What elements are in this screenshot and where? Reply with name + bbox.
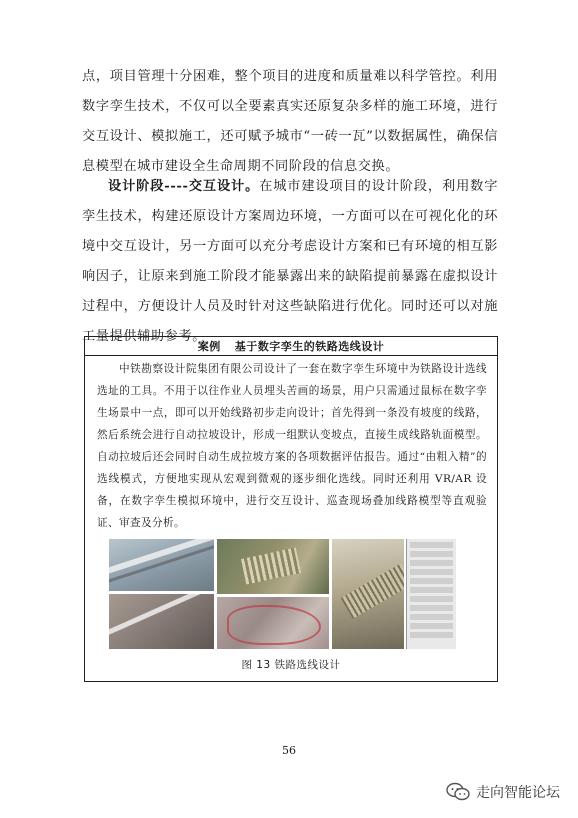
case-title: 基于数字孪生的铁路选线设计 (234, 340, 385, 353)
paragraph-design-stage (82, 172, 498, 352)
design-stage-body: 在城市建设项目的设计阶段，利用数字孪生技术，构建还原设计方案周边环境，一方面可以在可视化化的环境中交互设计，另一方面可以充分考虑设计方案和已有环境的相互影响因子，让原来到施工阶段才能暴露出来的缺陷提前暴露在虚拟设计过程中，方便设计人员及时针对这些缺陷进行优化。同时还可以对施工量提供辅助参考。 (82, 179, 498, 344)
watermark (446, 782, 560, 802)
bridge-render-image (109, 539, 214, 591)
track-model-image (332, 539, 404, 649)
case-body (85, 356, 497, 534)
terrain-map-image (217, 597, 329, 649)
wechat-icon (446, 782, 470, 802)
paragraph-construction-management: 点，项目管理十分困难，整个项目的进度和质量难以科学管控。利用数字孪生技术，不仅可以全要素真实还原复杂多样的施工环境，进行交互设计、模拟施工，还可赋予城市“一砖一瓦”以数据属性，确保信息模型在城市建设全生命周期不同阶段的信息交换。 (82, 69, 498, 174)
software-panel-image (406, 539, 456, 649)
watermark-text: 走向智能论坛 (476, 785, 560, 801)
page-number: 56 (282, 744, 296, 757)
track-render-image (109, 594, 214, 649)
case-body-text: 中铁勘察设计院集团有限公司设计了一套在数字孪生环境中为铁路设计选线选址的工具。不用于以往作业人员埋头苦画的场景，用户只需通过鼠标在数字孪生场景中一点，即可以开始线路初步走向设计；首先得到一条没有坡度的线路，然后系统会进行自动拉坡设计，形成一组默认变坡点，直接生成线路轨面模型。自动拉坡后还会同时自动生成拉坡方案的各项数据评估报告。通过“由粗入精”的选线模式，方便地实现从宏观到微观的逐步细化选线。同时还利用 VR/AR 设备，在数字孪生模拟环境中，进行交互设计、巡查现场叠加线路模型等直观验证、审查及分析。 (97, 363, 487, 529)
case-tag: 案例 (197, 340, 221, 353)
figure-caption: 图 13 铁路选线设计 (241, 659, 341, 671)
case-study-box (84, 336, 498, 682)
design-stage-heading: 设计阶段----交互设计。 (108, 179, 260, 194)
station-model-image (217, 539, 329, 594)
railway-figure (109, 539, 456, 649)
case-title-bar (85, 337, 497, 356)
